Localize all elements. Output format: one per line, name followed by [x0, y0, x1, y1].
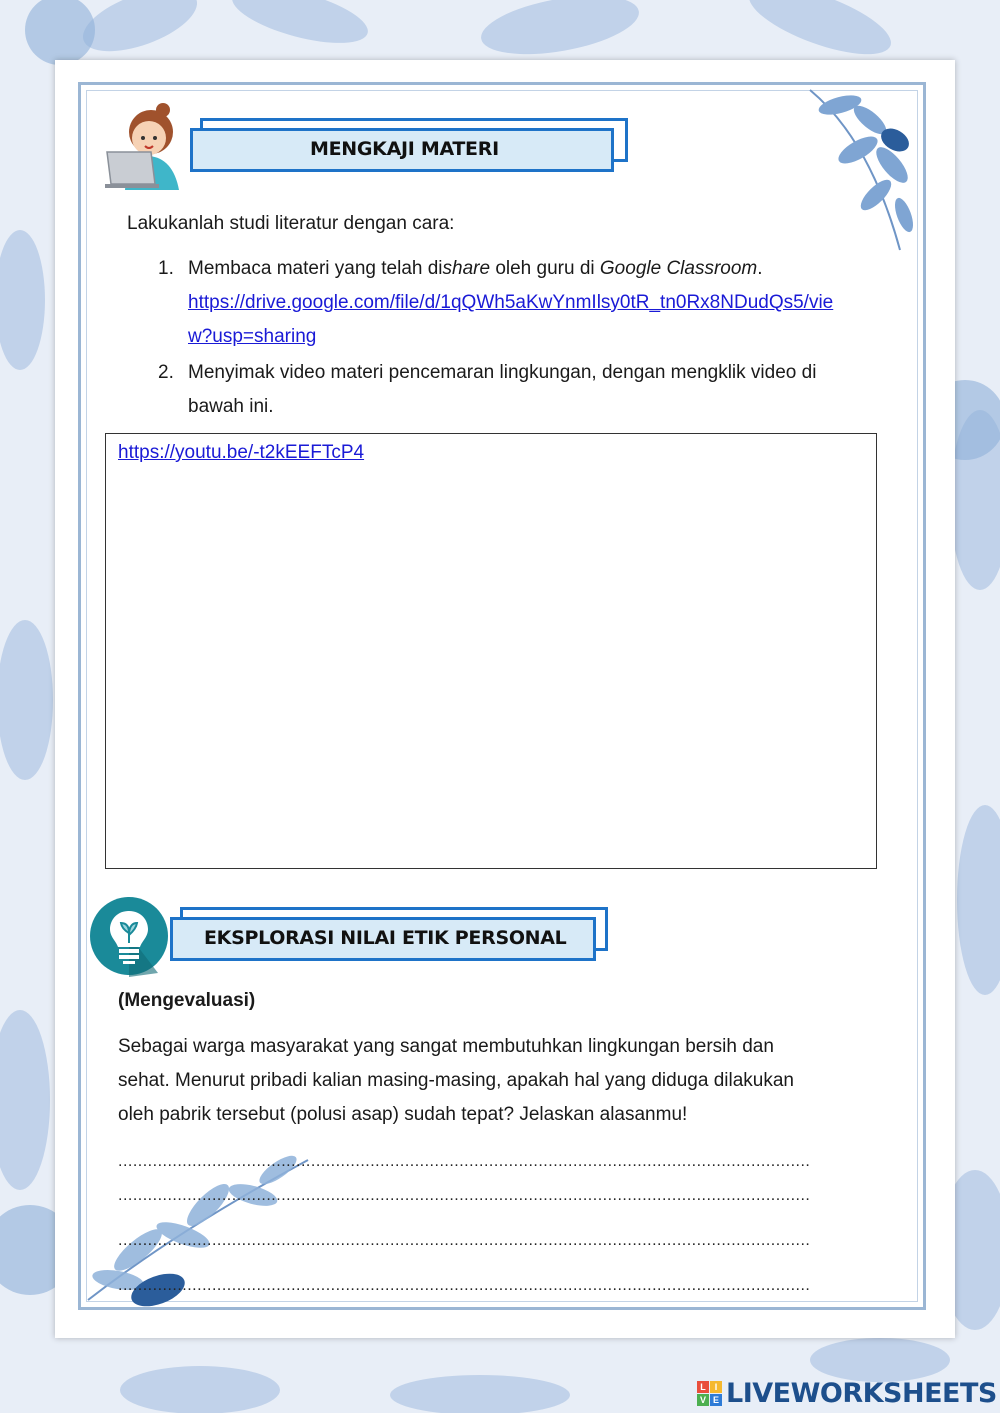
- paragraph-line-1: Sebagai warga masyarakat yang sangat membutuhkan lingkungan bersih dan: [118, 1036, 774, 1057]
- youtube-link[interactable]: https://youtu.be/-t2kEEFTcP4: [118, 442, 365, 463]
- logo-letter-e: E: [710, 1394, 722, 1406]
- paragraph-line-2: sehat. Menurut pribadi kalian masing-masing, apakah hal yang diduga dilakukan: [118, 1070, 794, 1091]
- item1-text-c: oleh guru di: [490, 258, 600, 279]
- drive-link-line1[interactable]: https://drive.google.com/file/d/1qQWh5aKwYnmIlsy0tR_tn0Rx8NDudQs5/vie: [188, 292, 834, 313]
- item1-text-d: Google Classroom: [599, 258, 758, 279]
- leaf-decoration-top-right: [800, 80, 925, 260]
- video-embed-box[interactable]: [105, 433, 877, 869]
- drive-link-line2[interactable]: w?usp=sharing: [188, 326, 317, 347]
- item2-line1: Menyimak video materi pencemaran lingkungan, dengan mengklik video di: [188, 362, 817, 383]
- lightbulb-icon: [88, 895, 170, 977]
- answer-line-3[interactable]: ............................................................................................................................................: [118, 1232, 811, 1249]
- answer-line-4[interactable]: ............................................................................................................................................: [118, 1277, 811, 1294]
- section1-intro: Lakukanlah studi literatur dengan cara:: [127, 213, 455, 234]
- liveworksheets-logo-icon: [697, 1381, 722, 1406]
- liveworksheets-brand[interactable]: [697, 1377, 997, 1409]
- section2-subtitle: (Mengevaluasi): [118, 990, 256, 1011]
- item2-number: 2.: [158, 362, 174, 383]
- brand-text: LIVEWORKSHEETS: [726, 1377, 997, 1409]
- student-laptop-icon: [103, 100, 185, 190]
- section1-title: MENGKAJI MATERI: [310, 138, 499, 160]
- logo-letter-l: L: [697, 1381, 709, 1393]
- logo-letter-i: I: [710, 1381, 722, 1393]
- answer-line-2[interactable]: ............................................................................................................................................: [118, 1187, 811, 1204]
- section2-title: EKSPLORASI NILAI ETIK PERSONAL: [204, 927, 567, 949]
- paragraph-line-3: oleh pabrik tersebut (polusi asap) sudah tepat? Jelaskan alasanmu!: [118, 1104, 688, 1125]
- answer-line-1[interactable]: ............................................................................................................................................: [118, 1153, 811, 1170]
- item1-text-a: Membaca materi yang telah di: [188, 258, 443, 279]
- item1-text-e: .: [757, 258, 763, 279]
- item2-line2: bawah ini.: [188, 396, 274, 417]
- logo-letter-v: V: [697, 1394, 709, 1406]
- item1-number: 1.: [158, 258, 174, 279]
- item1-text: [188, 252, 763, 286]
- item1-text-b: share: [442, 258, 491, 279]
